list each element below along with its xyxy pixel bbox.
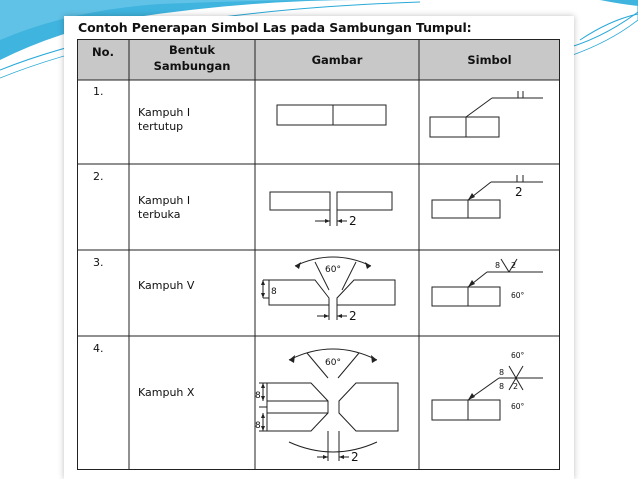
row-3-sym-depth-label: 8: [495, 261, 501, 270]
header-bentuk-line1: Bentuk: [168, 43, 216, 57]
row-3-sym-gap-label: 2: [511, 261, 517, 270]
row-1-bentuk-line1: Kampuh I: [138, 106, 191, 119]
row-4-symbol: [419, 336, 560, 470]
row-4-no: 4.: [93, 342, 104, 355]
row-3-sym-angle-label: 60°: [511, 291, 525, 300]
row-4-depth-bottom-label: 8: [255, 421, 261, 431]
row-2-sym-gap-label: 2: [515, 185, 523, 199]
row-3-no: 3.: [93, 256, 104, 269]
row-4-sym-depth-bottom-label: 8: [499, 382, 505, 391]
row-1-no: 1.: [93, 85, 104, 98]
header-simbol: Simbol: [467, 53, 512, 67]
row-4-sym-gap-label: 2: [513, 382, 519, 391]
row-2-no: 2.: [93, 170, 104, 183]
weld-symbol-table: [77, 39, 560, 470]
row-4-drawing: [255, 336, 419, 470]
row-2-drawing: [255, 164, 419, 250]
row-4-sym-depth-top-label: 8: [499, 368, 505, 377]
row-1-drawing: [255, 80, 419, 164]
row-2-symbol: [419, 164, 560, 250]
row-3-bentuk-line1: Kampuh V: [138, 279, 195, 292]
row-4-gap-label: 2: [351, 450, 359, 464]
header-gambar: Gambar: [311, 53, 363, 67]
row-3-angle-label: 60°: [325, 265, 341, 275]
row-4-depth-top-label: 8: [255, 391, 261, 401]
header-no: No.: [92, 45, 114, 59]
row-2-bentuk-line1: Kampuh I: [138, 194, 191, 207]
row-4-angle-label: 60°: [325, 358, 341, 368]
row-4-sym-angle-top-label: 60°: [511, 351, 525, 360]
row-3-symbol: [419, 250, 560, 336]
row-2-gap-label: 2: [349, 214, 357, 228]
row-4-bentuk-line1: Kampuh X: [138, 386, 195, 399]
row-1-bentuk-line2: tertutup: [138, 120, 184, 133]
row-3-gap-label: 2: [349, 309, 357, 323]
page-title: Contoh Penerapan Simbol Las pada Sambungan Tumpul:: [78, 20, 472, 35]
header-bentuk-line2: Sambungan: [153, 59, 231, 73]
row-3-depth-label: 8: [271, 287, 277, 297]
row-1-symbol: [419, 80, 560, 164]
row-3-drawing: [255, 250, 419, 336]
row-2-bentuk-line2: terbuka: [138, 208, 181, 221]
row-4-sym-angle-bottom-label: 60°: [511, 402, 525, 411]
